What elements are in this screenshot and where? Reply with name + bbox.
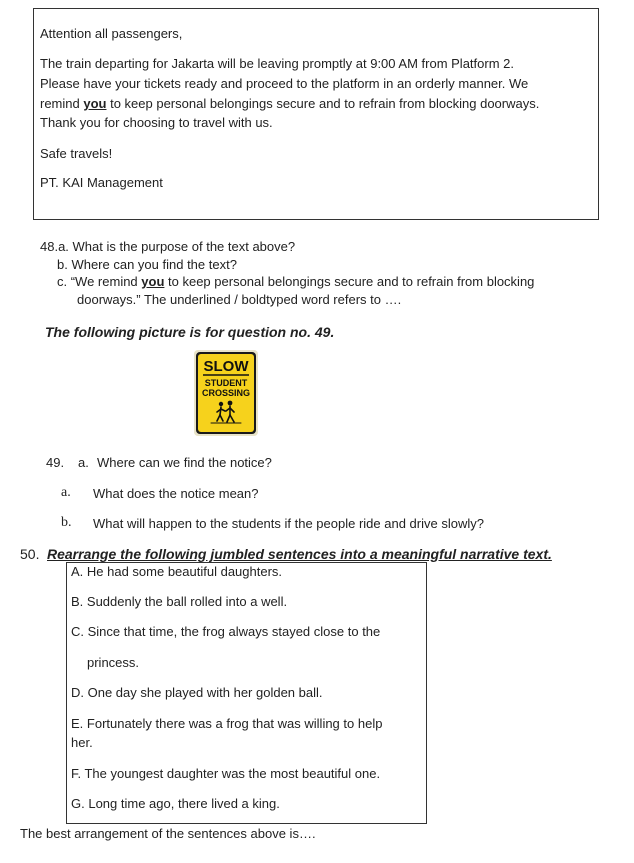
question-49b: What does the notice mean? bbox=[93, 486, 259, 501]
question-49c-letter: b. bbox=[61, 515, 72, 530]
question-50-footer: The best arrangement of the sentences above is…. bbox=[20, 826, 316, 841]
announcement-sender: PT. KAI Management bbox=[40, 175, 163, 190]
announcement-closing: Safe travels! bbox=[40, 146, 113, 161]
sign-student-text: STUDENT bbox=[204, 378, 248, 388]
picture-intro: The following picture is for question no. 49. bbox=[45, 324, 335, 340]
announcement-greeting: Attention all passengers, bbox=[40, 26, 183, 41]
announcement-line-4: Thank you for choosing to travel with us. bbox=[40, 115, 273, 130]
announcement-line-1: The train departing for Jakarta will be leaving promptly at 9:00 AM from Platform 2. bbox=[40, 56, 514, 71]
sentence-g: G. Long time ago, there lived a king. bbox=[71, 796, 280, 811]
question-48c-line-2: doorways.” The underlined / boldtyped word refers to …. bbox=[77, 292, 402, 307]
sign-crossing-text: CROSSING bbox=[201, 388, 251, 398]
sentence-a: A. He had some beautiful daughters. bbox=[71, 564, 283, 579]
question-48a: 48.a. What is the purpose of the text above? bbox=[40, 239, 296, 254]
question-50-prompt: Rearrange the following jumbled sentences into a meaningful narrative text. bbox=[47, 546, 552, 562]
question-49a: Where can we find the notice? bbox=[97, 455, 272, 470]
question-49a-letter: a. bbox=[78, 455, 89, 470]
underlined-word-you: you bbox=[141, 274, 165, 289]
question-48b: b. Where can you find the text? bbox=[57, 257, 237, 272]
sentence-d: D. One day she played with her golden ball. bbox=[71, 685, 323, 700]
sentence-e-continued: her. bbox=[71, 735, 93, 750]
question-49-number: 49. bbox=[46, 455, 65, 470]
slow-student-crossing-sign bbox=[193, 349, 259, 437]
question-49b-letter: a. bbox=[61, 485, 71, 500]
question-49c: What will happen to the students if the people ride and drive slowly? bbox=[93, 516, 484, 531]
sentence-c-continued: princess. bbox=[87, 655, 140, 670]
announcement-line-2: Please have your tickets ready and proceed to the platform in an orderly manner. We bbox=[40, 76, 529, 91]
sentence-b: B. Suddenly the ball rolled into a well. bbox=[71, 594, 288, 609]
announcement-line-3: remind you to keep personal belongings secure and to refrain from blocking doorways. bbox=[40, 96, 540, 111]
question-50-number: 50. bbox=[20, 546, 40, 562]
sign-slow-text: SLOW bbox=[203, 358, 249, 375]
question-48c: c. “We remind you to keep personal belongings secure and to refrain from blocking bbox=[57, 274, 535, 289]
sentence-c: C. Since that time, the frog always stayed close to the bbox=[71, 624, 381, 639]
underlined-word-you: you bbox=[83, 96, 107, 111]
sentence-e: E. Fortunately there was a frog that was willing to help bbox=[71, 716, 383, 731]
sentence-f: F. The youngest daughter was the most beautiful one. bbox=[71, 766, 381, 781]
